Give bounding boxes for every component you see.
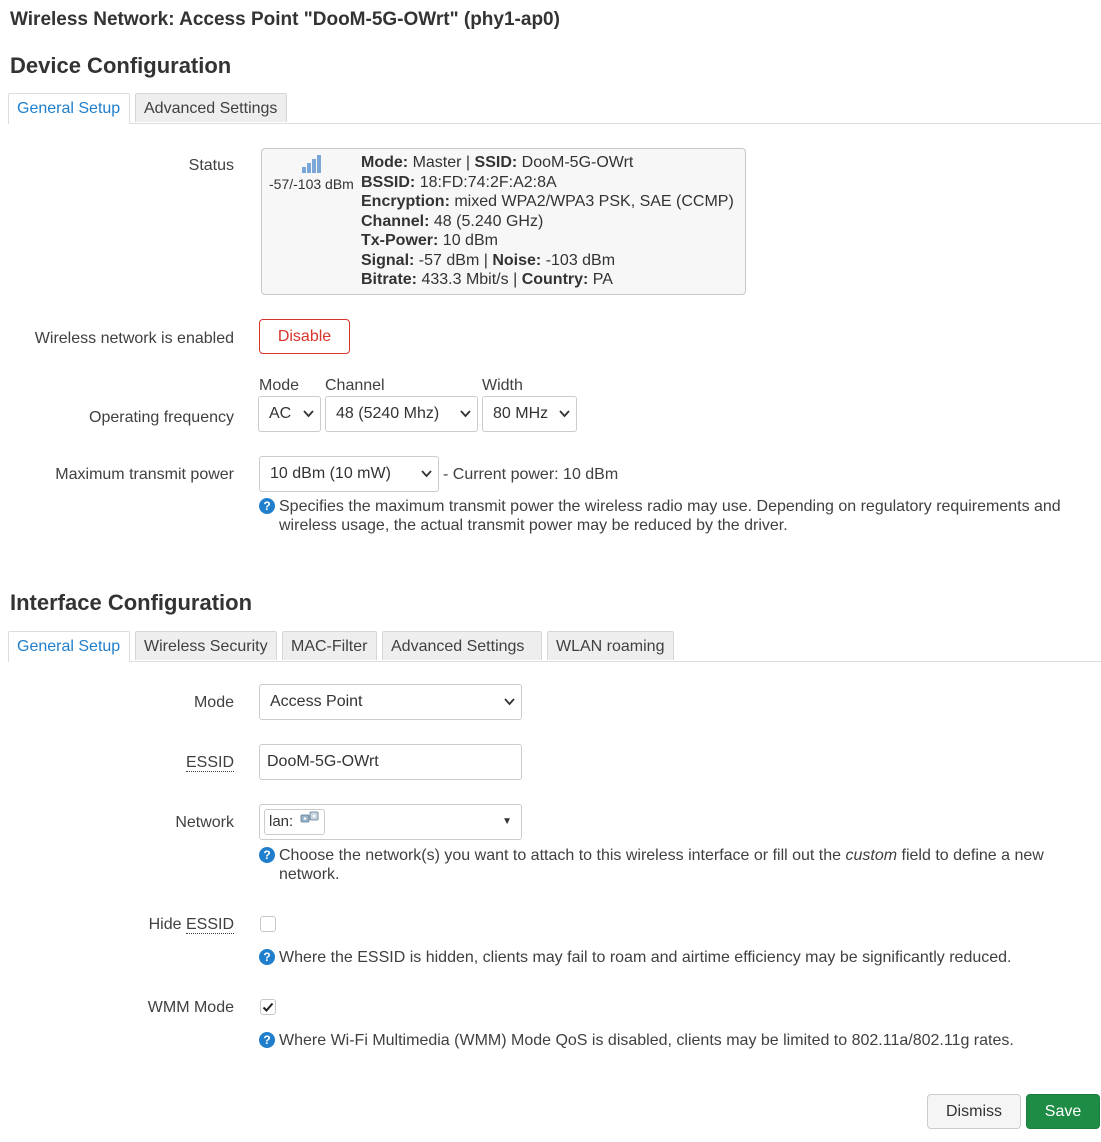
disable-button[interactable]: Disable bbox=[259, 319, 350, 354]
signal-bars-icon bbox=[302, 155, 324, 173]
channel-key: Channel: bbox=[361, 213, 430, 230]
tab-device-advanced-settings[interactable]: Advanced Settings bbox=[135, 93, 287, 122]
page-title: Wireless Network: Access Point "DooM-5G-OWrt" (phy1-ap0) bbox=[10, 9, 560, 30]
channel-value: 48 (5.240 GHz) bbox=[433, 213, 544, 230]
freq-mode-select[interactable] bbox=[258, 396, 321, 432]
interface-config-heading: Interface Configuration bbox=[10, 590, 253, 615]
device-config-heading: Device Configuration bbox=[10, 53, 232, 78]
status-box bbox=[261, 148, 746, 295]
essid-input[interactable]: DooM-5G-OWrt bbox=[259, 744, 522, 780]
freq-width-label: Width bbox=[482, 377, 523, 394]
signal-value: -57 dBm bbox=[418, 252, 480, 269]
status-line-mode bbox=[361, 154, 633, 172]
separator: | bbox=[513, 271, 518, 288]
ssid-value: DooM-5G-OWrt bbox=[521, 154, 634, 171]
mode-value: Master bbox=[412, 154, 462, 171]
chevron-down-icon bbox=[303, 409, 312, 418]
iface-mode-value: Access Point bbox=[270, 693, 363, 710]
network-help: ? Choose the network(s) you want to attach to this wireless interface or fill out the custom field to define a new network. bbox=[259, 846, 1089, 884]
freq-channel-select[interactable] bbox=[325, 396, 478, 432]
network-label: Network bbox=[175, 814, 234, 831]
status-line-txpower bbox=[361, 232, 498, 250]
freq-channel-value: 48 (5240 Mhz) bbox=[336, 405, 440, 422]
chevron-down-icon bbox=[421, 469, 430, 478]
essid-label: ESSID bbox=[185, 754, 234, 771]
tx-power-help: ? Specifies the maximum transmit power the wireless radio may use. Depending on regulatory requirements and wireless usage, the actual transmit power may be reduced by the driver. bbox=[259, 497, 1089, 535]
max-tx-power-label: Maximum transmit power bbox=[55, 466, 234, 483]
chevron-down-icon bbox=[559, 409, 568, 418]
signal-key: Signal: bbox=[361, 252, 415, 269]
country-key: Country: bbox=[521, 271, 589, 288]
help-icon: ? bbox=[259, 1032, 275, 1048]
txpower-value: 10 dBm bbox=[442, 232, 498, 249]
freq-channel-label: Channel bbox=[325, 377, 385, 394]
status-label: Status bbox=[188, 157, 234, 174]
status-line-channel bbox=[361, 213, 543, 231]
wmm-mode-label: WMM Mode bbox=[147, 999, 234, 1016]
bssid-key: BSSID: bbox=[361, 174, 416, 191]
country-value: PA bbox=[592, 271, 613, 288]
bssid-value: 18:FD:74:2F:A2:8A bbox=[419, 174, 557, 191]
txpower-key: Tx-Power: bbox=[361, 232, 439, 249]
bitrate-value: 433.3 Mbit/s bbox=[421, 271, 509, 288]
dismiss-button[interactable]: Dismiss bbox=[927, 1094, 1021, 1129]
tab-wireless-security[interactable]: Wireless Security bbox=[135, 631, 277, 660]
noise-key: Noise: bbox=[492, 252, 542, 269]
chevron-down-icon bbox=[460, 409, 469, 418]
help-icon: ? bbox=[259, 949, 275, 965]
tx-power-value: 10 dBm (10 mW) bbox=[270, 465, 391, 482]
hide-essid-checkbox[interactable] bbox=[260, 916, 276, 932]
caret-down-icon: ▼ bbox=[502, 816, 512, 827]
freq-mode-label: Mode bbox=[259, 377, 300, 394]
save-button[interactable]: Save bbox=[1026, 1094, 1100, 1129]
encryption-key: Encryption: bbox=[361, 193, 450, 210]
hide-essid-help: ? Where the ESSID is hidden, clients may fail to roam and airtime efficiency may be significantly reduced. bbox=[259, 948, 1089, 967]
wireless-enabled-label: Wireless network is enabled bbox=[34, 330, 234, 347]
separator: | bbox=[483, 252, 488, 269]
iface-mode-select[interactable] bbox=[259, 684, 522, 720]
network-interface-icon bbox=[300, 810, 320, 834]
status-line-encryption bbox=[361, 193, 734, 211]
tab-device-general-setup[interactable]: General Setup bbox=[8, 93, 130, 124]
freq-width-value: 80 MHz bbox=[493, 405, 549, 422]
separator: | bbox=[465, 154, 471, 171]
operating-frequency-label: Operating frequency bbox=[89, 409, 234, 426]
tab-mac-filter[interactable]: MAC-Filter bbox=[282, 631, 377, 660]
iface-mode-label: Mode bbox=[193, 694, 234, 711]
interface-config-tabs bbox=[8, 631, 1101, 662]
encryption-value: mixed WPA2/WPA3 PSK, SAE (CCMP) bbox=[454, 193, 734, 210]
wmm-mode-checkbox[interactable] bbox=[260, 999, 276, 1015]
mode-key: Mode: bbox=[361, 154, 409, 171]
noise-value: -103 dBm bbox=[545, 252, 616, 269]
help-icon: ? bbox=[259, 847, 275, 863]
bitrate-key: Bitrate: bbox=[361, 271, 418, 288]
tab-wlan-roaming[interactable]: WLAN roaming bbox=[547, 631, 674, 660]
device-config-tabs bbox=[8, 93, 1101, 124]
tab-iface-advanced-settings[interactable]: Advanced Settings bbox=[382, 631, 542, 660]
chevron-down-icon bbox=[504, 697, 513, 706]
network-chip-lan[interactable]: lan: bbox=[264, 809, 325, 835]
status-line-bssid bbox=[361, 174, 557, 192]
freq-width-select[interactable] bbox=[482, 396, 577, 432]
network-select[interactable] bbox=[259, 804, 522, 840]
current-power-text: - Current power: 10 dBm bbox=[443, 466, 619, 483]
status-line-bitrate bbox=[361, 271, 613, 289]
status-line-signal bbox=[361, 252, 615, 270]
freq-mode-value: AC bbox=[269, 405, 292, 422]
hide-essid-label: Hide ESSID bbox=[148, 916, 234, 933]
ssid-key: SSID: bbox=[474, 154, 518, 171]
checkmark-icon bbox=[261, 1000, 275, 1014]
tx-power-select[interactable] bbox=[259, 456, 439, 492]
tab-iface-general-setup[interactable]: General Setup bbox=[8, 631, 130, 662]
signal-text: -57/-103 dBm bbox=[269, 176, 354, 192]
wmm-help: ? Where Wi-Fi Multimedia (WMM) Mode QoS is disabled, clients may be limited to 802.11a/802.11g rates. bbox=[259, 1031, 1089, 1050]
help-icon: ? bbox=[259, 498, 275, 514]
